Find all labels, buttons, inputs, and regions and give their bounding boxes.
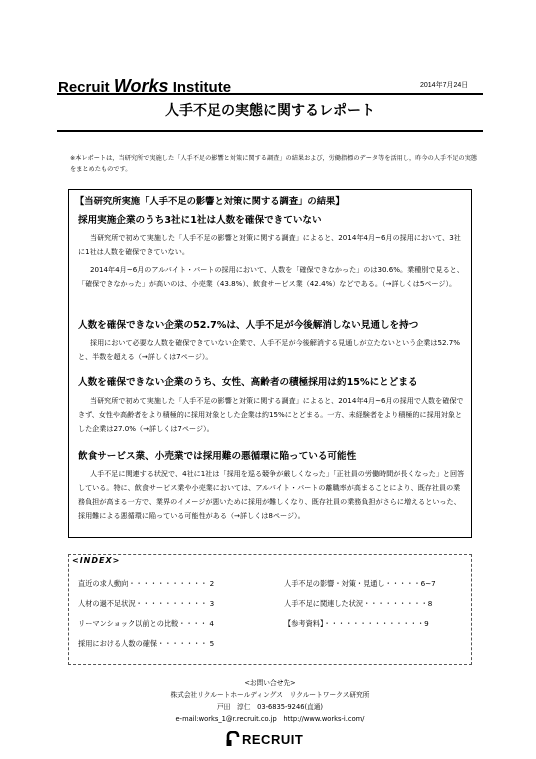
report-date: 2014年7月24日 <box>420 82 469 89</box>
index-item-left-1[interactable]: 直近の求人動向・・・・・・・・・・・ 2 <box>78 579 215 588</box>
section-heading-4: 飲食サービス業、小売業では採用難の悪循環に陥っている可能性 <box>78 451 357 462</box>
report-note: ※本レポートは，当研究所で実施した「人手不足の影響と対策に関する調査」の結果および，労働指標のデータ等を活用し，昨今の人手不足の実態をまとめたものです。 <box>70 155 478 173</box>
logo-suffix: Institute <box>172 79 232 96</box>
index-title: <INDEX> <box>72 556 121 565</box>
index-item-left-4[interactable]: 採用における人数の確保・・・・・・・ 5 <box>78 639 215 648</box>
contact-person: 戸田 淳仁 03-6835-9246(直通) <box>216 703 324 711</box>
section-heading-2: 人数を確保できない企業の52.7%は、人手不足が今後解消しない見通しを持つ <box>78 320 419 331</box>
section-heading-3: 人数を確保できない企業のうち、女性、高齢者の積極採用は約15%にとどまる <box>78 377 418 388</box>
logo-prefix: Recruit <box>58 79 110 96</box>
logo-works: Works <box>113 76 169 96</box>
page-title: 人手不足の実態に関するレポート <box>165 103 375 119</box>
section-heading-1: 採用実施企業のうち3社に1社は人数を確保できていない <box>78 215 322 226</box>
top-rule <box>57 93 483 95</box>
contact-label: <お問い合せ先> <box>244 679 296 687</box>
index-item-left-3[interactable]: リーマンショック以前との比較・・・・ 4 <box>78 619 214 628</box>
section-3-paragraph-1: 当研究所で初めて実施した「人手不足の影響と対策に関する調査」によると、2014年4月~6月の採用で人数を確保できず、女性や高齢者をより積極的に採用対象とした企業は約15%にとどまる。一方、未経験者をより積極的に採用対象とした企業は27.0%（→詳しくは7ページ）。 <box>78 396 464 433</box>
section-1-paragraph-2: 2014年4月~6月のアルバイト・パートの採用において、人数を「確保できなかった」のは30.6%。業種別で見ると、「確保できなかった」が高いのは、小売業（43.8%）、飲食サービス業（42.4%）などである。（→詳しくは5ページ）。 <box>78 265 464 288</box>
contact-email[interactable]: e-mail:works_1@r.recruit.co.jp http://www.works-i.com/ <box>175 715 365 723</box>
title-rule <box>57 130 483 132</box>
recruit-logo-text: RECRUIT <box>242 731 304 747</box>
index-item-left-2[interactable]: 人材の過不足状況・・・・・・・・・・ 3 <box>78 599 215 608</box>
recruit-mark-icon <box>226 731 240 747</box>
section-2-paragraph-1: 採用において必要な人数を確保できていない企業で、人手不足が今後解消する見通しが立たないという企業は52.7%と、半数を超える（→詳しくは7ページ）。 <box>78 338 460 361</box>
section-4-paragraph-1: 人手不足に関連する状況で、4社に1社は「採用を巡る競争が厳しくなった」「正社員の労働時間が長くなった」と回答している。特に、飲食サービス業や小売業においては、アルバイト・パートの離職率が高まることにより、既存社員の業務負担が高まる一方で、業界のイメージが悪いために採用が難しくなり、既存社員の業務負担がさらに増えるといった、採用難による悪循環に陥っている可能性がある（→詳しくは8ページ）。 <box>78 469 465 520</box>
index-item-right-3[interactable]: 【参考資料】・・・・・・・・・・・・・・9 <box>284 619 429 628</box>
index-item-right-2[interactable]: 人手不足に関連した状況・・・・・・・・・8 <box>284 599 433 608</box>
section-1-paragraph-1: 当研究所で初めて実施した「人手不足の影響と対策に関する調査」によると、2014年4月~6月の採用において、3社に1社は人数を確保できていない。 <box>78 233 461 256</box>
recruit-logo <box>226 731 303 747</box>
index-item-right-1[interactable]: 人手不足の影響・対策・見通し・・・・・6~7 <box>284 579 436 588</box>
contact-company: 株式会社リクルートホールディングス リクルートワークス研究所 <box>170 691 370 699</box>
survey-heading: 【当研究所実施「人手不足の影響と対策に関する調査」の結果】 <box>75 196 345 207</box>
